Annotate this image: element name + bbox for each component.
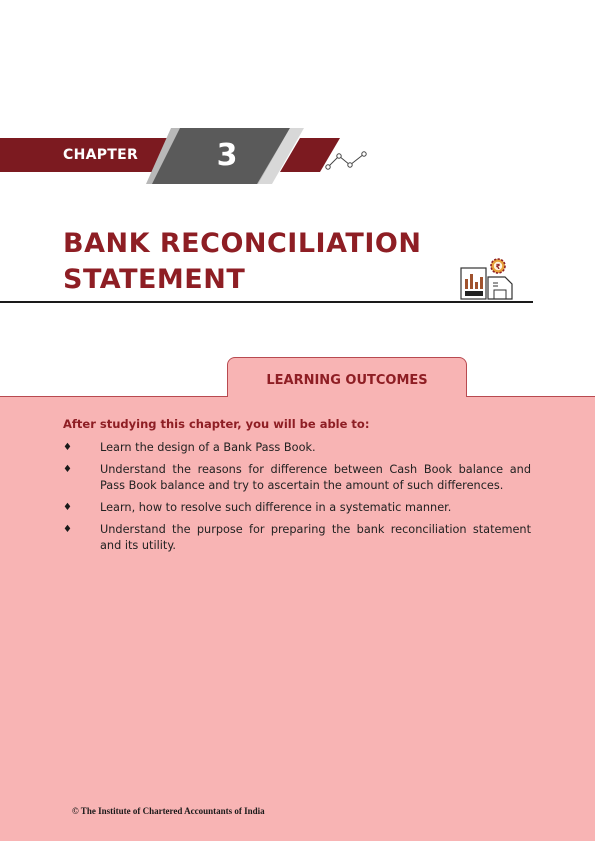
learning-outcomes-heading: LEARNING OUTCOMES [266,373,428,388]
chapter-number: 3 [216,138,238,173]
list-item [63,522,531,554]
diamond-bullet-icon: ♦ [63,442,72,453]
outcome-text: Understand the purpose for preparing the bank reconciliation statement and its utility. [100,523,531,552]
chapter-banner-shape [0,128,360,184]
diamond-bullet-icon: ♦ [63,502,72,513]
copyright-footer: © The Institute of Chartered Accountants of India [72,806,265,816]
chapter-label: CHAPTER [63,147,139,163]
diamond-bullet-icon: ♦ [63,524,72,535]
svg-text:₹: ₹ [495,263,501,271]
outcome-text: Understand the reasons for difference between Cash Book balance and Pass Book balance and try to ascertain the amount of such differences. [100,463,531,492]
outcome-text: Learn, how to resolve such difference in a systematic manner. [100,501,452,514]
chapter-banner [0,128,360,184]
report-chart-icon [460,255,520,301]
trend-line-icon [325,150,369,172]
learning-outcomes-list [63,440,531,560]
chapter-title-line-2: STATEMENT [63,264,246,295]
chapter-title [63,226,463,298]
title-divider [0,301,533,303]
list-item [63,462,531,494]
chapter-title-line-1: BANK RECONCILIATION [63,228,422,259]
diamond-bullet-icon: ♦ [63,464,72,475]
learning-outcomes-intro: After studying this chapter, you will be able to: [63,417,370,431]
list-item [63,440,531,456]
list-item [63,500,531,516]
outcome-text: Learn the design of a Bank Pass Book. [100,441,316,454]
rupee-gear-icon [491,259,505,273]
